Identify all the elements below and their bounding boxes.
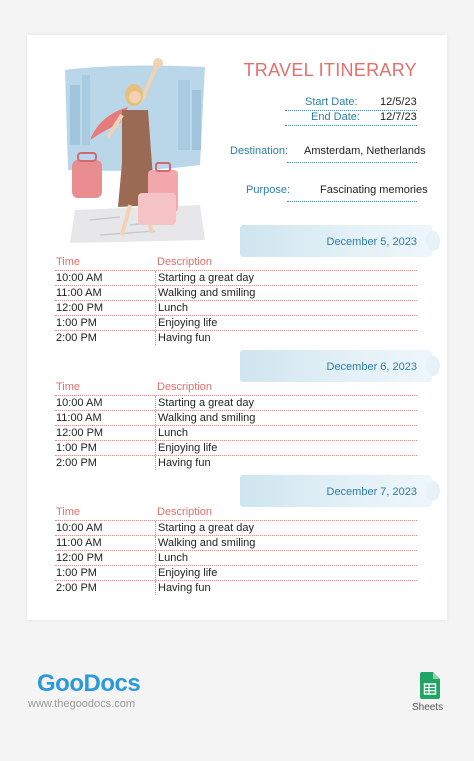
document-title: TRAVEL ITINERARY [243,60,417,80]
table-row: 12:00 PM Lunch [55,300,417,315]
schedule-header [55,256,417,270]
schedule-table [55,256,417,345]
table-row: 2:00 PM Having fun [55,455,417,470]
purpose-value: Fascinating memories [320,184,428,196]
traveler-illustration [60,45,210,245]
table-row: 1:00 PM Enjoying life [55,440,417,455]
description-column-header: Description [157,381,213,393]
schedule-header [55,381,417,395]
website-url[interactable]: www.thegoodocs.com [28,698,135,710]
day-date: December 5, 2023 [326,236,417,248]
destination-divider [287,162,417,163]
table-row: 12:00 PM Lunch [55,550,417,565]
description-column-header: Description [157,256,213,268]
start-date-value: 12/5/23 [380,96,417,108]
table-row: 10:00 AM Starting a great day [55,270,417,285]
time-column-header: Time [56,506,81,518]
day-date: December 7, 2023 [326,486,417,498]
schedule-table [55,506,417,595]
table-row: 11:00 AM Walking and smiling [55,285,417,300]
table-row: 12:00 PM Lunch [55,425,417,440]
table-row: 2:00 PM Having fun [55,580,417,595]
time-column-header: Time [56,381,81,393]
goodocs-logo[interactable]: GooDocs [37,670,141,697]
schedule-header [55,506,417,520]
end-date-divider [285,125,417,126]
purpose-label: Purpose: [246,184,291,196]
table-row: 1:00 PM Enjoying life [55,315,417,330]
time-column-header: Time [56,256,81,268]
schedule-table [55,381,417,470]
sheets-label: Sheets [412,702,444,713]
day-date: December 6, 2023 [326,361,417,373]
purpose-divider [287,201,417,202]
description-column-header: Description [157,506,213,518]
google-sheets-icon[interactable] [420,672,440,699]
table-row: 11:00 AM Walking and smiling [55,410,417,425]
table-row: 11:00 AM Walking and smiling [55,535,417,550]
table-row: 10:00 AM Starting a great day [55,520,417,535]
end-date-label: End Date: [311,111,360,123]
table-row: 10:00 AM Starting a great day [55,395,417,410]
destination-label: Destination: [230,145,289,157]
destination-value: Amsterdam, Netherlands [304,145,426,157]
end-date-value: 12/7/23 [380,111,417,123]
table-row: 2:00 PM Having fun [55,330,417,345]
table-row: 1:00 PM Enjoying life [55,565,417,580]
start-date-label: Start Date: [305,96,358,108]
itinerary-page [27,35,447,620]
